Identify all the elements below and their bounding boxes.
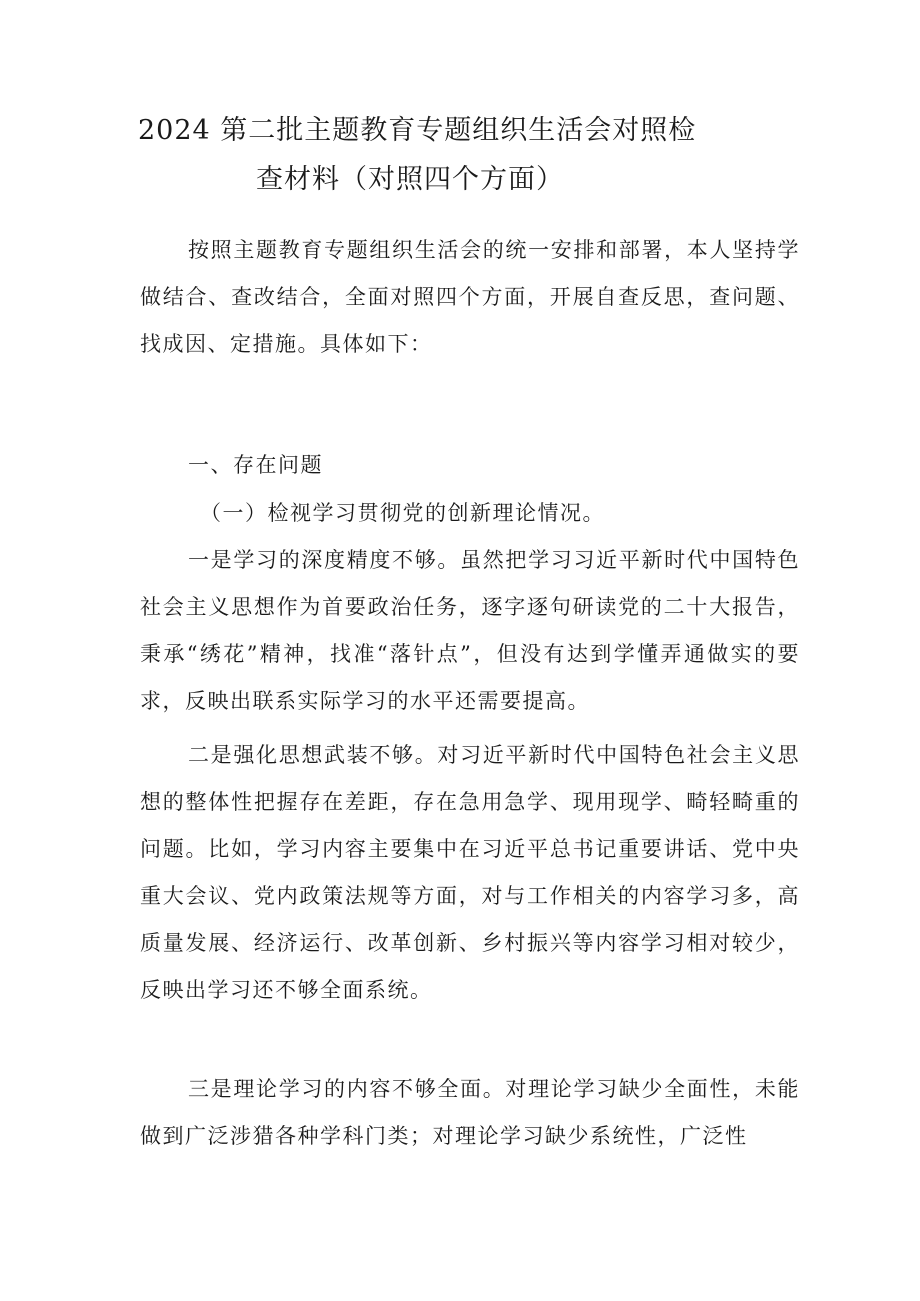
section-heading-issues: 一、存在问题 [188,453,323,477]
subsection-heading-study: （一）检视学习贯彻党的创新理论情况。 [200,501,605,525]
body-paragraph-2: 二是强化思想武装不够。对习近平新时代中国特色社会主义思想的整体性把握存在差距，存在急用急学、现用现学、畸轻畸重的问题。比如，学习内容主要集中在习近平总书记重要讲话、党中央重大会议、党内政策法规等方面，对与工作相关的内容学习多，高质量发展、经济运行、改革创新、乡村振兴等内容学习相对较少，反映出学习还不够全面系统。 [140,743,800,1002]
intro-paragraph: 按照主题教育专题组织生活会的统一安排和部署，本人坚持学做结合、查改结合，全面对照四个方面，开展自查反思，查问题、找成因、定措施。具体如下： [140,238,800,356]
document-title-line-1: 2024 第二批主题教育专题组织生活会对照检 [138,115,697,146]
body-paragraph-3: 三是理论学习的内容不够全面。对理论学习缺少全面性，未能做到广泛涉猎各种学科门类；对理论学习缺少系统性，广泛性 [140,1077,800,1148]
document-title-line-2: 查材料（对照四个方面） [256,164,564,195]
body-paragraph-1: 一是学习的深度精度不够。虽然把学习习近平新时代中国特色社会主义思想作为首要政治任务，逐字逐句研读党的二十大报告，秉承“绣花”精神，找准“落针点”，但没有达到学懂弄通做实的要求，反映出联系实际学习的水平还需要提高。 [140,548,800,713]
